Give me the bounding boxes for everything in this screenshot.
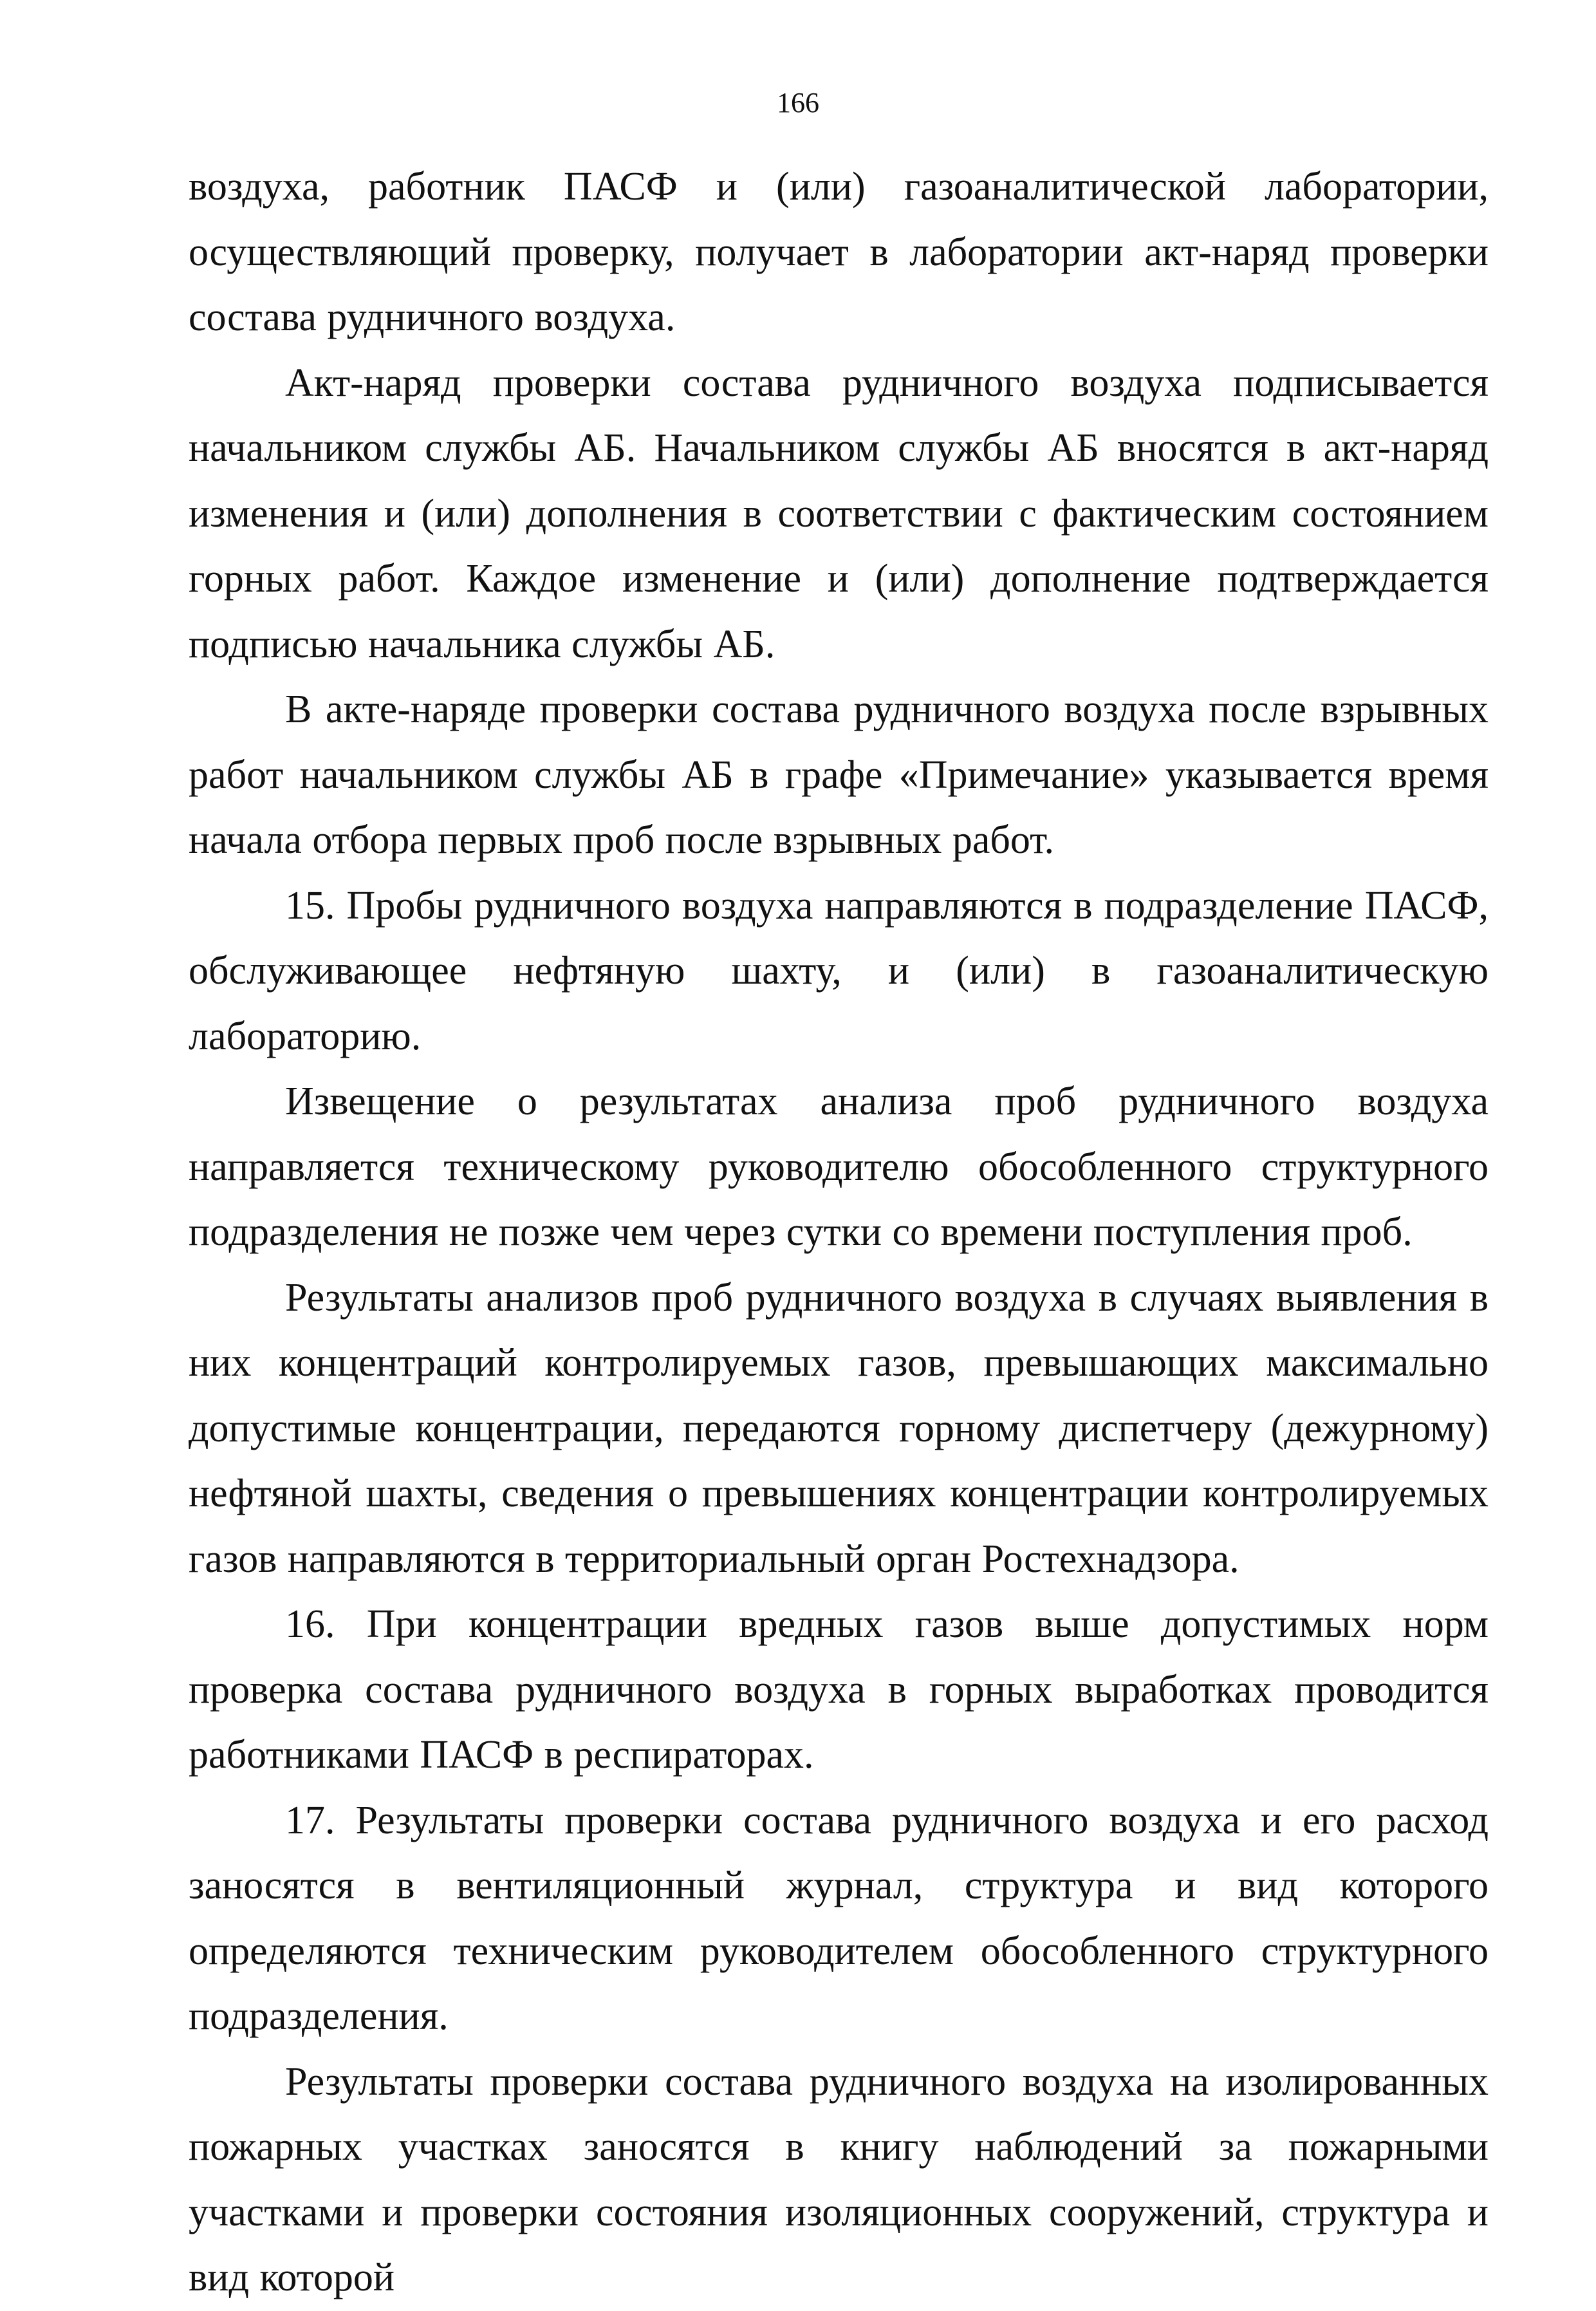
paragraph-notification: Извещение о результатах анализа проб рудничного воздуха направляется техническому руководителю обособленного структурного подразделения не позже чем через сутки со времени поступления проб. (189, 1080, 1489, 1254)
paragraph-item-17: 17. Результаты проверки состава рудничного воздуха и его расход заносятся в вентиляционный журнал, структура и вид которого определяются техническим руководителем обособленного структурного подразделения. (189, 1798, 1489, 2038)
paragraph-continuation: воздуха, работник ПАСФ и (или) газоаналитической лаборатории, осуществляющий проверку, получает в лаборатории акт-наряд проверки состава рудничного воздуха. (189, 165, 1489, 339)
paragraph-analysis-results: Результаты анализов проб рудничного воздуха в случаях выявления в них концентраций контролируемых газов, превышающих максимально допустимые концентрации, передаются горному диспетчеру (дежурному) нефтяной шахты, сведения о превышениях концентрации контролируемых газов направляются в территориальный орган Ростехнадзора. (189, 1275, 1489, 1581)
paragraph-blasting-note: В акте-наряде проверки состава рудничного воздуха после взрывных работ начальником службы АБ в графе «Примечание» указывается время начала отбора первых проб после взрывных работ. (189, 688, 1489, 862)
paragraph-fire-areas: Результаты проверки состава рудничного воздуха на изолированных пожарных участках заносятся в книгу наблюдений за пожарными участками и проверки состояния изоляционных сооружений, структура и вид которой (189, 2059, 1489, 2299)
paragraph-item-15: 15. Пробы рудничного воздуха направляются в подразделение ПАСФ, обслуживающее нефтяную шахту, и (или) в газоаналитическую лабораторию. (189, 883, 1489, 1058)
paragraph-item-16: 16. При концентрации вредных газов выше допустимых норм проверка состава рудничного воздуха в горных выработках проводится работниками ПАСФ в респираторах. (189, 1602, 1489, 1777)
page-number: 166 (777, 87, 819, 118)
paragraph-act-signing: Акт-наряд проверки состава рудничного воздуха подписывается начальником службы АБ. Начальником службы АБ вносятся в акт-наряд изменения и (или) дополнения в соответствии с фактическим состоянием горных работ. Каждое изменение и (или) дополнение подтверждается подписью начальника службы АБ. (189, 360, 1489, 666)
body-text (189, 154, 1489, 2311)
